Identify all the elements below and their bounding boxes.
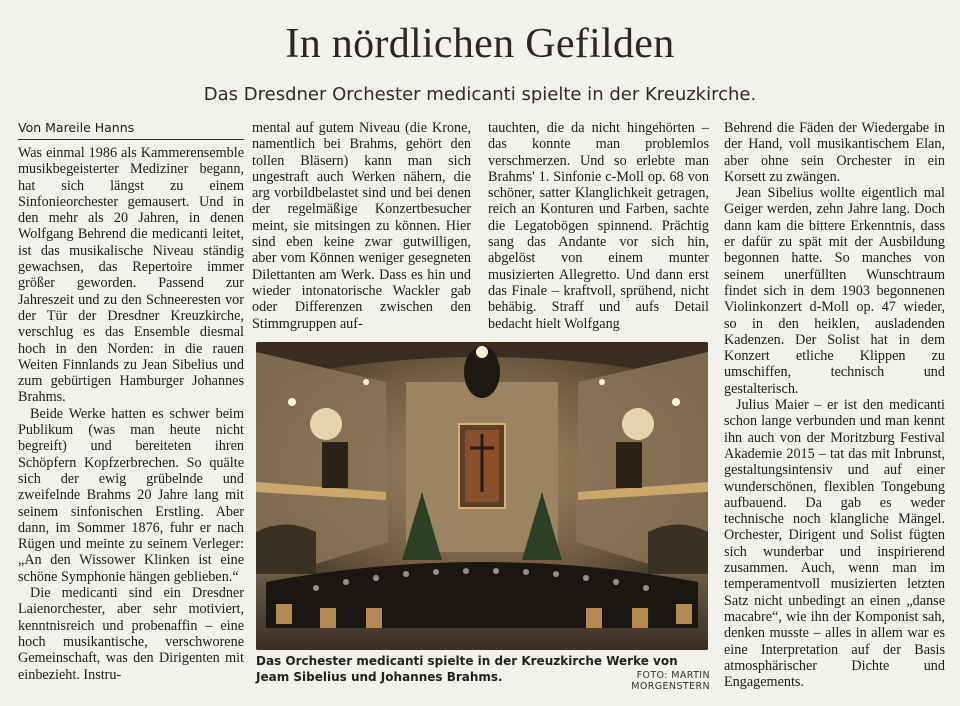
article-paragraph: Beide Werke hatten es schwer beim Publikum (was man heute nicht begreift) und bereiteten ihren Schöpfern Kopfzerbrechen. So quälte sich der ewig grübelnde und zweifelnde Brahms 20 Jahre lang mit seinem sinfonischen Erstling. Aber dann, im Sommer 1876, fuhr er nach Rügen und meinte zu seinem Verleger: „An den Wissower Klinken ist eine schöne Symphonie hängen geblieben.“ [18, 405, 244, 585]
byline: Von Mareile Hanns [18, 120, 244, 140]
article-paragraph: Behrend die Fäden der Wiedergabe in der Hand, voll musikantischem Elan, aber ohne sein Orchester in ein Korsett zu zwängen. [724, 120, 945, 185]
article-column-3 [488, 120, 709, 332]
concert-photo [256, 342, 708, 650]
photo-caption: Das Orchester medicanti spielte in der Kreuzkirche Werke von Jeam Sibelius und Johannes Brahms. [256, 654, 678, 684]
article-column-4 [724, 120, 945, 690]
article-column-2 [252, 120, 471, 332]
headline: In nördlichen Gefilden [285, 21, 675, 67]
article-column-1 [18, 120, 244, 683]
photo-credit: FOTO: MARTIN MORGENSTERN [631, 670, 710, 692]
article-paragraph: Jean Sibelius wollte eigentlich mal Geiger werden, zehn Jahre lang. Doch dann kam die bittere Erkenntnis, dass er dafür zu spät mit der Ausbildung begonnen hatte. So manches von seinem unerfüllten Wunschtraum findet sich in dem 1903 begonnenen Violinkonzert d-Moll op. 47 wieder, so in den heiklen, ausladenden Kadenzen. Der Solist hat in dem Konzert etliche Klippen zu umschiffen, technisch und gestalterisch. [724, 185, 945, 397]
article-paragraph: tauchten, die da nicht hingehörten – das konnte man problemlos verschmerzen. Und so erlebte man Brahms' 1. Sinfonie c-Moll op. 68 von schöner, satter Klanglichkeit getragen, reich an Konturen und Farben, sachte die Legatobögen spinnend. Prächtig sang das Andante vor sich hin, abgelöst von einem munter musizierten Allegretto. Und dann erst das Finale – kraftvoll, sprühend, nicht behäbig. Straff und aufs Detail bedacht hielt Wolfgang [488, 120, 709, 332]
subheadline: Das Dresdner Orchester medicanti spielte in der Kreuzkirche. [203, 84, 757, 105]
article-paragraph: Was einmal 1986 als Kammerensemble musikbegeisterter Mediziner begann, hat sich längst zu einem Sinfonieorchester gemausert. Und in den mehr als 20 Jahren, in denen Wolfgang Behrend die medicanti leitet, ist das musikalische Niveau ständig gewachsen, das Repertoire immer größer geworden. Passend zur Jahreszeit und zu den Schneeresten vor der Tür der Dresdner Kreuzkirche, verschlug es das Ensemble diesmal hoch in den Norden: in die rauen Weiten Finnlands zu Jean Sibelius und zum gebürtigen Hamburger Johannes Brahms. [18, 145, 244, 406]
article-paragraph: mental auf gutem Niveau (die Krone, namentlich bei Brahms, gehört den tollen Bläsern) kann man sich ungestraft auch Werken nähern, die arg vorbildbelastet sind und bei denen der regelmäßige Konzertbesucher meint, sie mitsingen zu können. Hier sind eben keine zwar gutwilligen, aber vom Können weniger gesegneten Dilettanten am Werk. Dass es hin und wieder intonatorische Wackler gab oder Differenzen zwischen den Stimmgruppen auf- [252, 120, 471, 332]
article-paragraph: Julius Maier – er ist den medicanti schon lange verbunden und man kennt ihn auch von der Moritzburg Festival Akademie 2015 – tat das mit Inbrunst, gestaltungsintensiv und auf einer wunderschönen, flexiblen Tongebung aufbauend. Da gab es weder technische noch klangliche Mängel. Orchester, Dirigent und Solist fügten sich wunderbar und inspirierend zusammen. Auch, wenn man im temperamentvoll musizierten letzten Satz nicht unbedingt an einen „danse macabre“, wie ihn der Komponist sah, denken musste – alles in allem war es eine Interpretation auf der Basis atmosphärischer Dichte und Engagements. [724, 397, 945, 691]
article-paragraph: Die medicanti sind ein Dresdner Laienorchester, aber sehr motiviert, kenntnisreich und probenaffin – eine hoch musikantische, verschworene Gemeinschaft, was den Dirigenten mit einbezieht. Instru- [18, 585, 244, 683]
